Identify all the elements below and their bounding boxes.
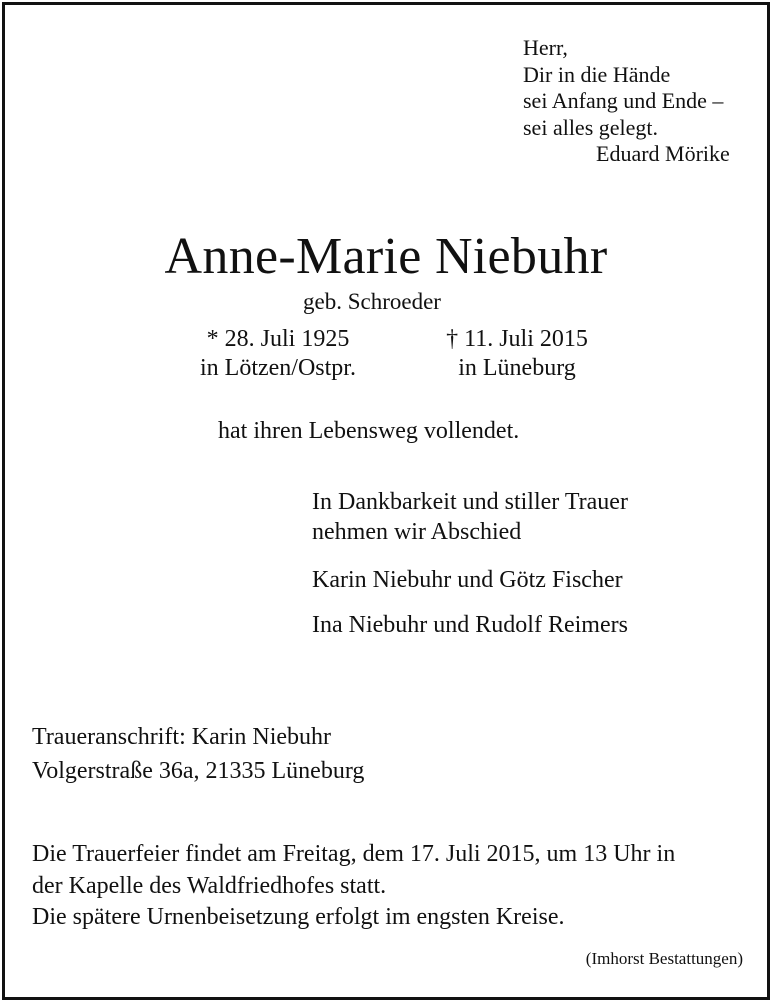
poem-line: Herr, <box>523 35 568 60</box>
mourners-intro <box>312 487 628 547</box>
undertaker-credit: (Imhorst Bestattungen) <box>585 949 743 968</box>
mourners-intro-line: nehmen wir Abschied <box>312 519 522 545</box>
birth-place: in Lötzen/Ostpr. <box>200 355 356 381</box>
poem-author: Eduard Mörike <box>596 141 730 166</box>
mourner-family: Karin Niebuhr und Götz Fischer <box>312 567 623 593</box>
obituary-notice <box>2 2 770 1000</box>
death-info <box>425 325 609 383</box>
poem-line: Dir in die Hände <box>523 61 671 87</box>
address-line: Traueranschrift: Karin Niebuhr <box>32 724 332 750</box>
mourning-address <box>32 720 364 788</box>
poem-quote <box>523 35 730 168</box>
mourner-family: Ina Niebuhr und Rudolf Reimers <box>312 612 628 638</box>
address-line: Volgerstraße 36a, 21335 Lüneburg <box>32 758 365 784</box>
poem-line: sei alles gelegt. <box>523 114 659 140</box>
poem-line: sei Anfang und Ende – <box>523 88 724 113</box>
deceased-name: Anne-Marie Niebuhr <box>164 228 608 285</box>
statement: hat ihren Lebensweg vollendet. <box>218 418 520 444</box>
birth-date: * 28. Juli 1925 <box>206 326 350 352</box>
mourners-intro-line: In Dankbarkeit und stiller Trauer <box>312 489 628 515</box>
ceremony-line: der Kapelle des Waldfriedhofes statt. <box>32 873 387 899</box>
death-place: in Lüneburg <box>458 355 576 381</box>
death-date: † 11. Juli 2015 <box>446 326 588 352</box>
ceremony-info <box>32 838 675 902</box>
born-name: geb. Schroeder <box>303 289 441 314</box>
birth-info <box>185 325 371 383</box>
ceremony-line: Die Trauerfeier findet am Freitag, dem 17. Juli 2015, um 13 Uhr in <box>32 841 676 867</box>
urn-burial-info: Die spätere Urnenbeisetzung erfolgt im engsten Kreise. <box>32 904 565 930</box>
